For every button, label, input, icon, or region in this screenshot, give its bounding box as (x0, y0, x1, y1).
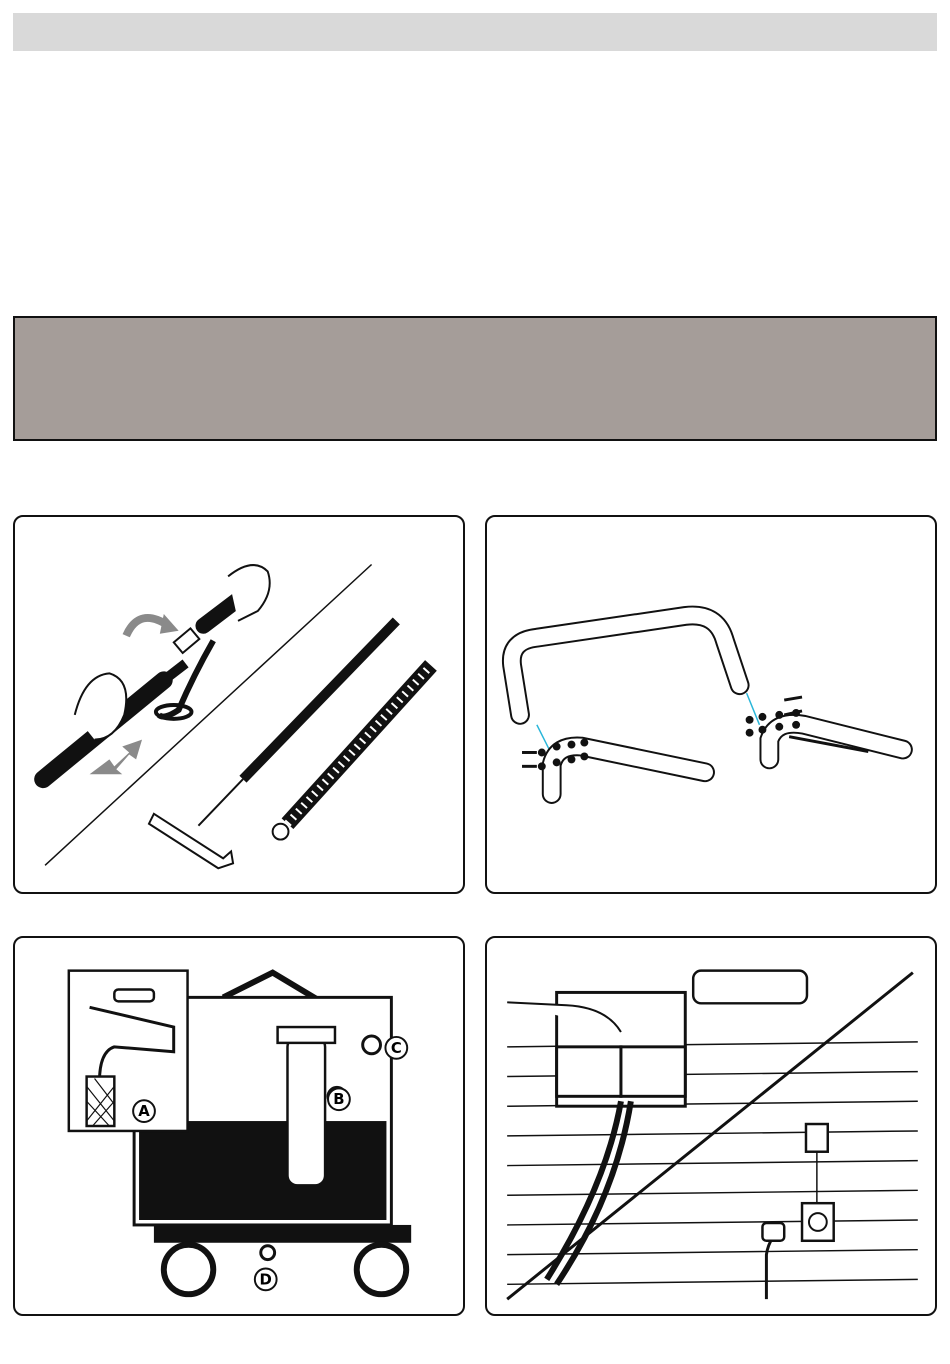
callout-b-label: B (333, 1091, 345, 1109)
callout-b (328, 1088, 350, 1110)
figure-hose-gun-lance (13, 515, 465, 894)
handle-frame-illustration (487, 517, 935, 892)
callout-d (255, 1268, 277, 1290)
callout-d-label: D (259, 1271, 272, 1289)
header-bar (13, 13, 937, 51)
sign-text (697, 973, 807, 1003)
callouts (15, 938, 463, 1314)
callout-c (385, 1037, 407, 1059)
figure-water-connection (13, 936, 465, 1316)
figure-electrical-connection (485, 936, 937, 1316)
warning-box (13, 316, 937, 441)
callout-c-label: C (390, 1039, 402, 1057)
callout-a-label: A (138, 1103, 150, 1121)
callout-a (133, 1100, 155, 1122)
hose-gun-lance-illustration (15, 517, 463, 892)
figure-handle-frame (485, 515, 937, 894)
